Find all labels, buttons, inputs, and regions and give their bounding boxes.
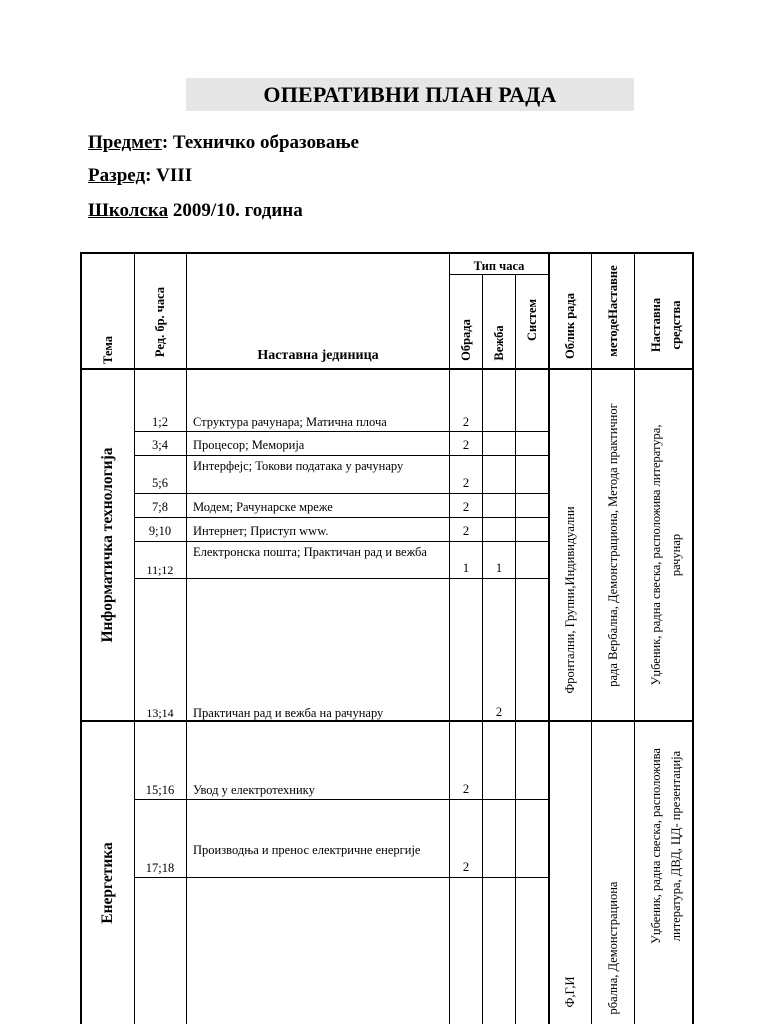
lesson-type-divider — [449, 274, 549, 275]
teaching-unit: Модем; Рачунарске мреже — [193, 500, 333, 514]
row-divider — [134, 799, 549, 800]
type-processing-value: 2 — [462, 524, 470, 538]
lesson-number: 17;18 — [145, 861, 175, 875]
type-exercise-value: 2 — [495, 705, 503, 719]
teaching-unit: Процесор; Меморија — [193, 438, 305, 452]
type-processing-value: 2 — [462, 860, 470, 874]
teaching-unit: Практичан рад и вежба на рачунару — [193, 706, 384, 720]
year-value: 2009/10. година — [168, 200, 303, 221]
grade-line — [88, 165, 192, 187]
teaching-unit: Интернет; Приступ www. — [193, 524, 329, 538]
lesson-number: 9;10 — [148, 524, 172, 538]
row-divider — [134, 431, 549, 432]
lesson-number: 7;8 — [152, 500, 168, 514]
header-bottom-border — [80, 368, 694, 370]
type-processing-value: 2 — [462, 500, 470, 514]
year-line — [88, 200, 303, 222]
subject-line — [88, 132, 359, 154]
type-processing-value: 2 — [462, 438, 470, 452]
subject-label: Предмет — [88, 132, 162, 153]
row-divider — [134, 517, 549, 518]
lesson-number: 13;14 — [146, 706, 174, 720]
row-divider — [134, 578, 549, 579]
row-divider — [134, 455, 549, 456]
section-divider — [80, 720, 694, 722]
lesson-number: 15;16 — [145, 783, 175, 797]
page-title: ОПЕРАТИВНИ ПЛАН РАДА — [263, 82, 557, 107]
teaching-unit: Интерфејс; Токови података у рачунару — [193, 459, 404, 473]
lesson-number: 5;6 — [152, 476, 168, 490]
year-label: Школска — [88, 200, 169, 221]
header-teaching-unit: Наставна јединица — [257, 348, 379, 363]
teaching-unit: Увод у електротехнику — [193, 783, 315, 797]
header-lesson-type: Тип часа — [473, 259, 525, 273]
type-exercise-value: 1 — [495, 561, 503, 575]
subject-value: : Техничко образовање — [161, 132, 359, 153]
row-divider — [134, 541, 549, 542]
type-processing-value: 2 — [462, 476, 470, 490]
type-processing-value: 1 — [462, 561, 470, 575]
teaching-unit: Електронска пошта; Практичан рад и вежба — [193, 545, 427, 559]
lesson-number: 1;2 — [152, 415, 168, 429]
grade-value: : VIII — [145, 165, 193, 186]
table-top-border — [80, 252, 694, 254]
teaching-unit: Производња и пренос електричне енергије — [193, 843, 421, 857]
lesson-number: 11;12 — [146, 563, 174, 577]
row-divider — [134, 877, 549, 878]
col-divider — [515, 275, 516, 1024]
teaching-unit: Структура рачунара; Матична плоча — [193, 415, 387, 429]
col-divider — [482, 275, 483, 1024]
row-divider — [134, 493, 549, 494]
type-processing-value: 2 — [462, 782, 470, 796]
type-processing-value: 2 — [462, 415, 470, 429]
grade-label: Разред — [88, 165, 146, 186]
lesson-number: 3;4 — [152, 438, 168, 452]
